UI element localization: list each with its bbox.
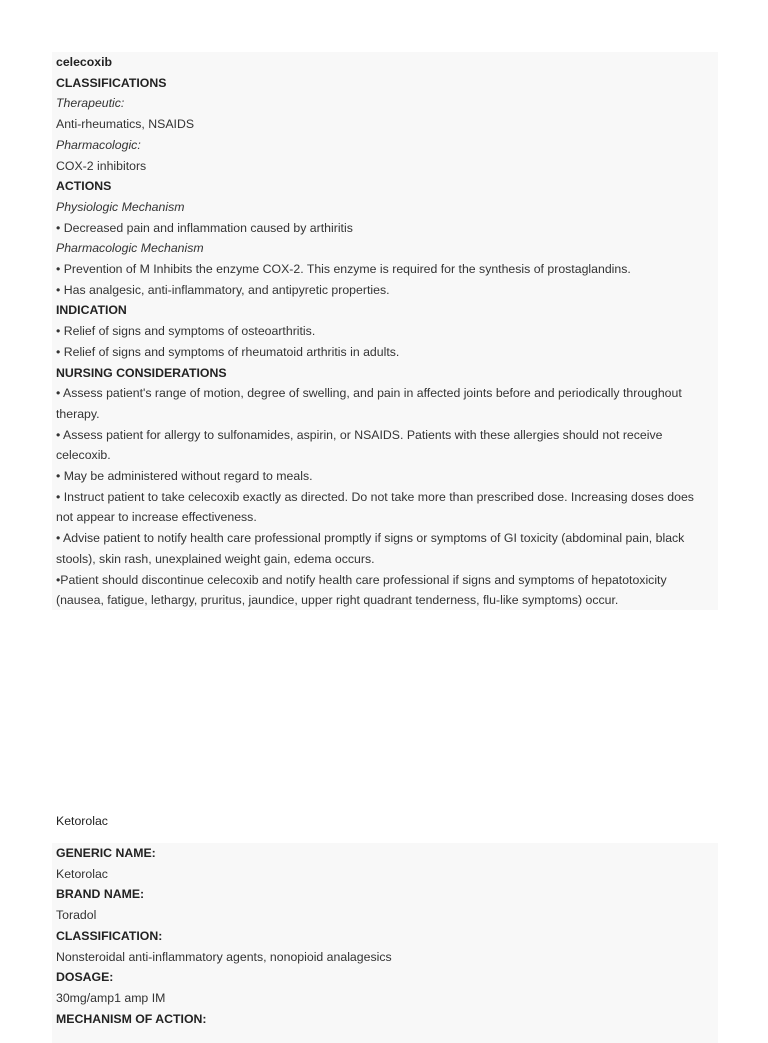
pharmacologic-value: COX-2 inhibitors <box>56 158 147 173</box>
indication-item: • Relief of signs and symptoms of osteoarthritis. <box>56 324 316 339</box>
pharmacologic-mechanism-item: • Has analgesic, anti-inflammatory, and antipyretic properties. <box>56 282 390 297</box>
classification-label: CLASSIFICATION: <box>56 928 163 943</box>
drug-name: celecoxib <box>56 55 113 69</box>
ketorolac-drug-card <box>52 843 718 1043</box>
brand-name-label: BRAND NAME: <box>56 887 145 902</box>
celecoxib-drug-card <box>52 52 718 610</box>
nursing-item: • Advise patient to notify health care professional promptly if signs or symptoms of GI toxicity (abdominal pain, black stools), skin rash, unexplained weight gain, edema occurs. <box>56 531 685 566</box>
generic-name-label: GENERIC NAME: <box>56 846 156 860</box>
generic-name-value: Ketorolac <box>56 866 108 881</box>
nursing-considerations-heading: NURSING CONSIDERATIONS <box>56 365 227 380</box>
nursing-item: • May be administered without regard to meals. <box>56 469 313 484</box>
nursing-item: •Patient should discontinue celecoxib and notify health care professional if signs and symptoms of hepatotoxicity (nausea, fatigue, lethargy, pruritus, jaundice, upper right quadrant tenderness, flu-like symptoms) occur. <box>56 572 667 608</box>
physiologic-item: • Decreased pain and inflammation caused by arthiritis <box>56 220 353 235</box>
pharmacologic-mechanism-label: Pharmacologic Mechanism <box>56 241 204 256</box>
physiologic-mechanism-label: Physiologic Mechanism <box>56 199 185 214</box>
classification-value: Nonsteroidal anti-inflammatory agents, nonopioid analagesics <box>56 949 392 964</box>
brand-name-value: Toradol <box>56 908 97 923</box>
therapeutic-value: Anti-rheumatics, NSAIDS <box>56 117 195 132</box>
pharmacologic-mechanism-item: • Prevention of M Inhibits the enzyme COX-2. This enzyme is required for the synthesis of prostaglandins. <box>56 262 631 277</box>
nursing-item: • Assess patient for allergy to sulfonamides, aspirin, or NSAIDS. Patients with these allergies should not receive celecoxib. <box>56 427 663 463</box>
mechanism-of-action-label: MECHANISM OF ACTION: <box>56 1011 207 1026</box>
therapeutic-label: Therapeutic: <box>56 96 125 111</box>
nursing-item: • Instruct patient to take celecoxib exactly as directed. Do not take more than prescribed dose. Increasing doses does not appear to increase effectiveness. <box>56 489 694 525</box>
nursing-item: • Assess patient's range of motion, degree of swelling, and pain in affected joints before and periodically throughout therapy. <box>56 386 682 421</box>
indication-item: • Relief of signs and symptoms of rheumatoid arthritis in adults. <box>56 344 400 359</box>
pharmacologic-label: Pharmacologic: <box>56 137 141 152</box>
actions-heading: ACTIONS <box>56 179 112 194</box>
indication-heading: INDICATION <box>56 303 127 318</box>
dosage-label: DOSAGE: <box>56 970 114 985</box>
classifications-heading: CLASSIFICATIONS <box>56 75 167 90</box>
ketorolac-section-title: Ketorolac <box>56 814 108 828</box>
dosage-value: 30mg/amp1 amp IM <box>56 990 166 1005</box>
